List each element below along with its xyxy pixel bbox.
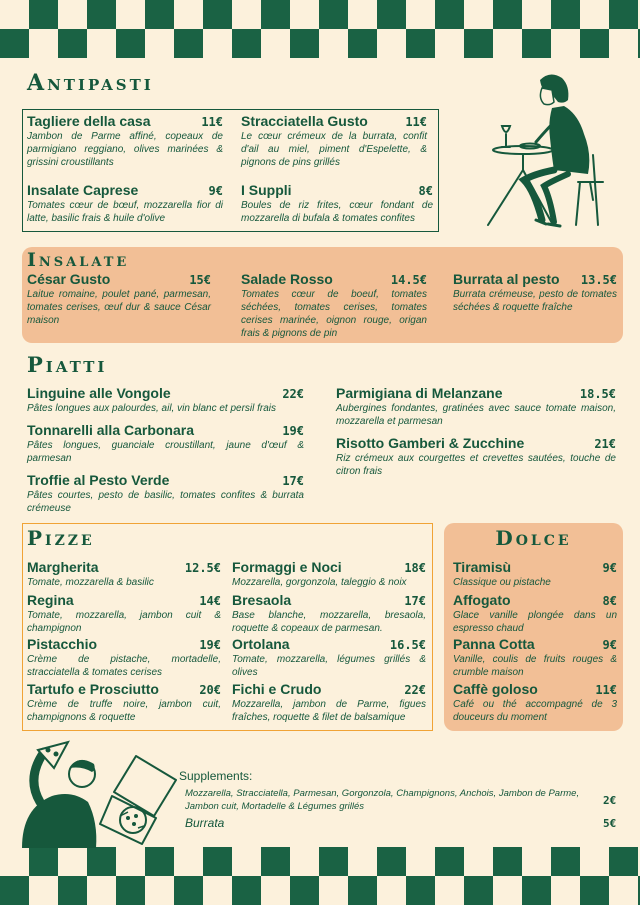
- menu-item: [27, 271, 211, 327]
- menu-item: [27, 182, 223, 225]
- item-price: 16.5€: [389, 638, 426, 652]
- item-price: 20€: [199, 683, 221, 697]
- menu-item: [241, 271, 427, 340]
- item-name: Panna Cotta: [453, 636, 535, 652]
- item-name: Troffie al Pesto Verde: [27, 472, 170, 488]
- menu-item: [453, 271, 617, 314]
- item-price: 9€: [602, 638, 617, 652]
- menu-item: [232, 592, 426, 635]
- item-description: Glace vanille plongée dans un espresso chaud: [453, 610, 617, 634]
- item-price: 13.5€: [580, 273, 617, 287]
- item-description: Pâtes longues aux palourdes, ail, vin blanc et persil frais: [27, 403, 277, 414]
- item-description: Jambon de Parme affiné, copeaux de parmigiano reggiano, olives marinées & grissini croustillants: [27, 131, 223, 168]
- pizze-title: Pizze: [27, 526, 95, 550]
- item-name: Tiramisù: [453, 559, 512, 575]
- antipasti-box: [22, 109, 439, 232]
- supplement-burrata-price: 5€: [603, 817, 617, 830]
- item-description: Crème de pistache, mortadelle, stracciatella & tomates cerises: [27, 654, 221, 678]
- menu-item: [27, 681, 221, 724]
- menu-item: [453, 681, 617, 724]
- item-price: 17€: [282, 474, 304, 488]
- item-description: Tomate, mozzarella, jambon cuit & champignon: [27, 610, 221, 634]
- menu-item: [27, 422, 304, 465]
- item-name: Bresaola: [232, 592, 292, 608]
- supplement-burrata: Burrata: [185, 816, 225, 830]
- item-price: 22€: [282, 387, 304, 401]
- item-name: Stracciatella Gusto: [241, 113, 368, 129]
- item-description: Base blanche, mozzarella, bresaola, roquette & copeaux de parmesan.: [232, 610, 426, 634]
- item-name: Parmigiana di Melanzane: [336, 385, 503, 401]
- menu-item: [453, 592, 617, 635]
- insalate-title: Insalate: [27, 249, 130, 271]
- menu-item: [27, 385, 304, 415]
- item-price: 18.5€: [579, 387, 616, 401]
- item-price: 8€: [602, 594, 617, 608]
- item-price: 11€: [201, 115, 223, 129]
- item-name: Pistacchio: [27, 636, 98, 652]
- menu-item: [27, 592, 221, 635]
- item-description: Tomate, mozzarella & basilic: [27, 577, 154, 588]
- item-price: 9€: [602, 561, 617, 575]
- item-price: 12.5€: [184, 561, 221, 575]
- menu-item: [27, 636, 221, 679]
- checker-border-top: [0, 0, 640, 58]
- piatti-title: Piatti: [27, 352, 108, 377]
- menu-item: [232, 559, 426, 589]
- item-name: Risotto Gamberi & Zucchine: [336, 435, 525, 451]
- item-description: Café ou thé accompagné de 3 douceurs du moment: [453, 699, 617, 723]
- item-price: 11€: [405, 115, 427, 129]
- item-description: Mozzarella, gorgonzola, taleggio & noix: [232, 577, 407, 588]
- item-price: 22€: [404, 683, 426, 697]
- item-name: Affogato: [453, 592, 511, 608]
- item-description: Classique ou pistache: [453, 577, 551, 588]
- menu-item: [241, 182, 433, 225]
- item-price: 14.5€: [390, 273, 427, 287]
- item-description: Mozzarella, jambon de Parme, figues fraîches, roquette & filet de balsamique: [232, 699, 426, 723]
- item-description: Tomate, mozzarella, légumes grillés & olives: [232, 654, 426, 678]
- item-name: Insalate Caprese: [27, 182, 139, 198]
- item-name: Salade Rosso: [241, 271, 333, 287]
- dolce-title: Dolce: [495, 526, 572, 550]
- item-description: Laitue romaine, poulet pané, parmesan, tomates cerises, œuf dur & sauce César maison: [27, 289, 211, 326]
- item-name: Caffè goloso: [453, 681, 538, 697]
- menu-item: [453, 559, 617, 589]
- item-price: 19€: [282, 424, 304, 438]
- checker-border-bottom: [0, 847, 640, 905]
- item-name: Formaggi e Noci: [232, 559, 342, 575]
- item-price: 17€: [404, 594, 426, 608]
- item-description: Aubergines fondantes, gratinées avec sauce tomate maison, mozzarella et parmesan: [336, 403, 616, 427]
- item-name: Fichi e Crudo: [232, 681, 322, 697]
- item-name: Margherita: [27, 559, 99, 575]
- item-description: Pâtes longues, guanciale croustillant, jaune d'œuf & parmesan: [27, 440, 304, 464]
- menu-item: [27, 559, 221, 589]
- item-name: Regina: [27, 592, 74, 608]
- item-price: 15€: [189, 273, 211, 287]
- supplements-title: Supplements:: [179, 769, 253, 783]
- item-price: 14€: [199, 594, 221, 608]
- antipasti-title: Antipasti: [27, 70, 154, 96]
- item-name: Tonnarelli alla Carbonara: [27, 422, 195, 438]
- item-description: Crème de truffe noire, jambon cuit, champignons & roquette: [27, 699, 221, 723]
- supplements-list-price: 2€: [603, 794, 617, 807]
- item-name: Linguine alle Vongole: [27, 385, 171, 401]
- man-eating-pizza-illustration: [12, 736, 177, 848]
- menu-item: [241, 113, 427, 169]
- item-price: 19€: [199, 638, 221, 652]
- menu-item: [232, 681, 426, 724]
- item-description: Vanille, coulis de fruits rouges & crumble maison: [453, 654, 617, 678]
- item-price: 18€: [404, 561, 426, 575]
- item-description: Tomates cœur de bœuf, mozzarella fior di latte, basilic frais & huile d'olive: [27, 200, 223, 224]
- supplements-list: Mozzarella, Stracciatella, Parmesan, Gorgonzola, Champignons, Anchois, Jambon de Parme, Jambon cuit, Mortadelle & Légumes grillés: [185, 788, 580, 812]
- item-name: I Suppli: [241, 182, 292, 198]
- item-name: Tartufo e Prosciutto: [27, 681, 159, 697]
- item-name: César Gusto: [27, 271, 111, 287]
- menu-item: [336, 385, 616, 428]
- item-description: Boules de riz frites, cœur fondant de mozzarella di bufala & tomates confites: [241, 200, 433, 224]
- menu-item: [336, 435, 616, 478]
- item-price: 9€: [208, 184, 223, 198]
- woman-dining-illustration: [468, 70, 618, 232]
- item-name: Ortolana: [232, 636, 290, 652]
- item-description: Riz crémeux aux courgettes et crevettes sautées, touche de citron frais: [336, 453, 616, 477]
- menu-item: [453, 636, 617, 679]
- item-description: Tomates cœur de boeuf, tomates séchées, tomates cerises, tomates cerises marinée, oignon rouge, origan frais & pignons de pin: [241, 289, 427, 339]
- item-price: 21€: [594, 437, 616, 451]
- item-description: Burrata crémeuse, pesto de tomates séchées & roquette fraîche: [453, 289, 617, 313]
- menu-item: [27, 472, 304, 515]
- item-description: Pâtes courtes, pesto de basilic, tomates confites & burrata crémeuse: [27, 490, 304, 514]
- item-price: 8€: [418, 184, 433, 198]
- menu-item: [27, 113, 223, 169]
- item-name: Tagliere della casa: [27, 113, 151, 129]
- menu-item: [232, 636, 426, 679]
- item-price: 11€: [595, 683, 617, 697]
- item-name: Burrata al pesto: [453, 271, 560, 287]
- item-description: Le cœur crémeux de la burrata, confit d'ail au miel, piment d'Espelette, & pignons de pins grillés: [241, 131, 427, 168]
